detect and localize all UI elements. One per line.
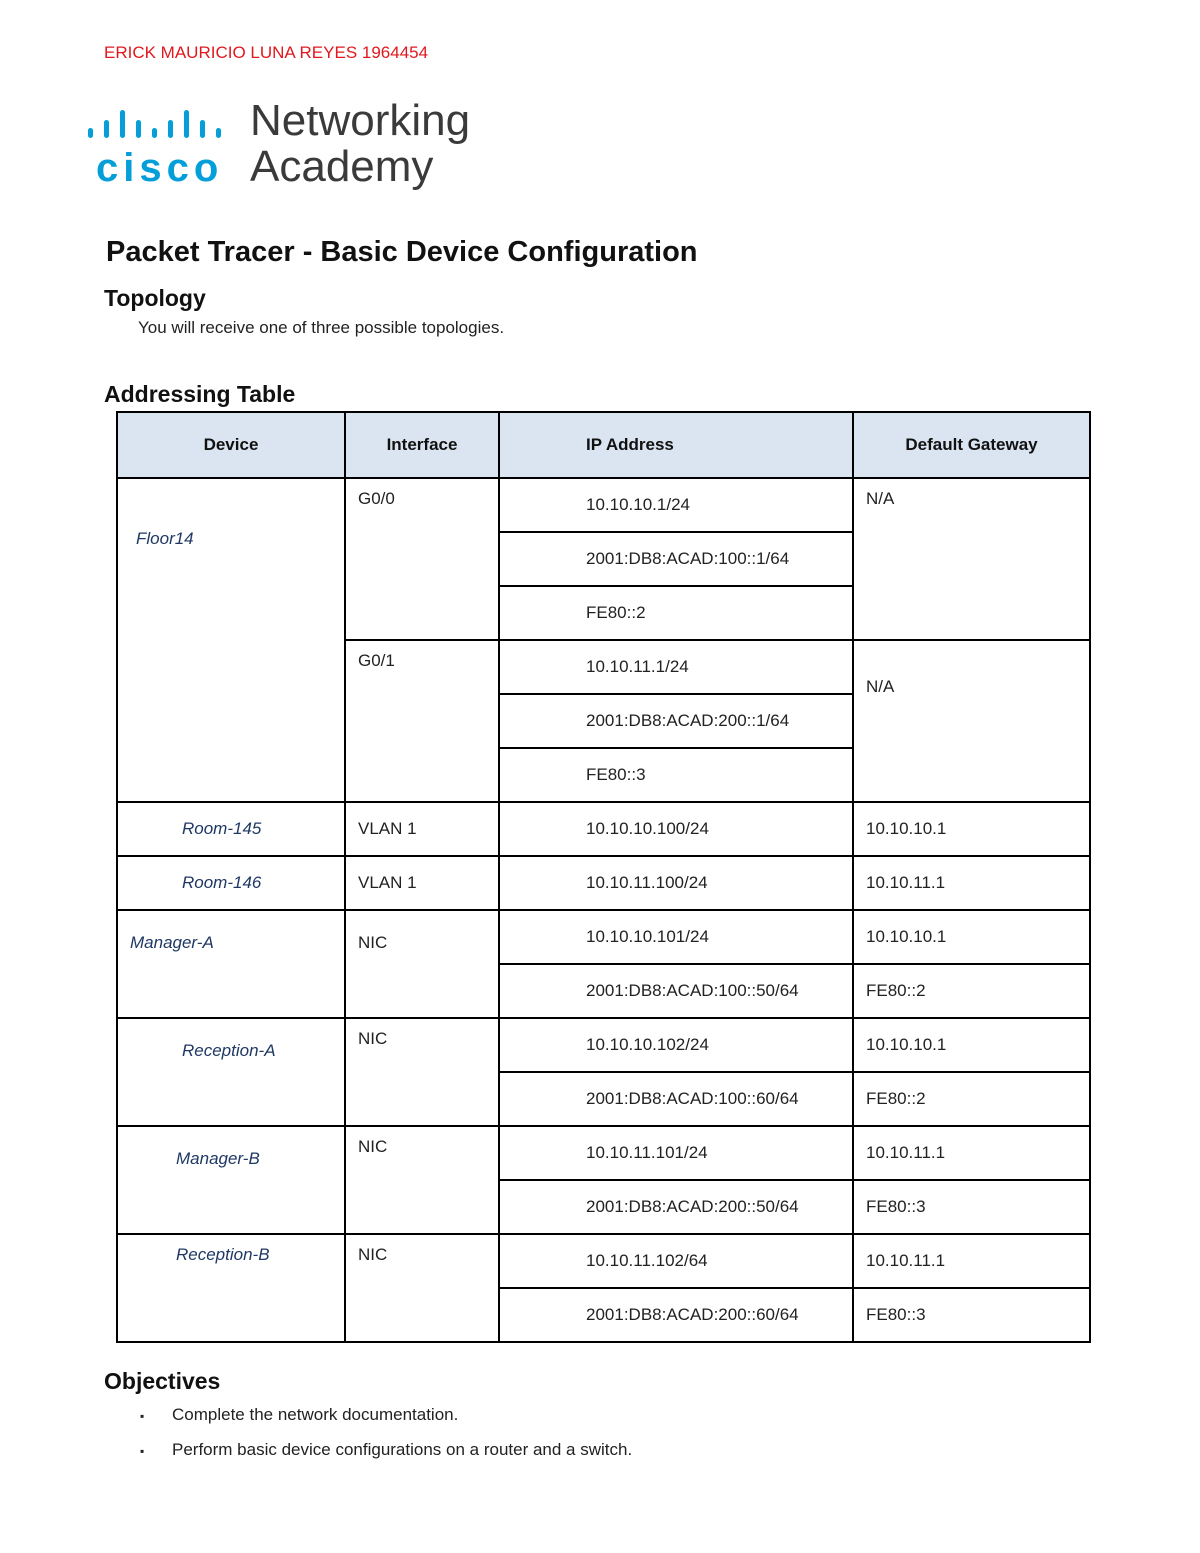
ip-cell: FE80::2 xyxy=(499,586,853,640)
cisco-networking-academy-logo xyxy=(86,96,486,192)
interface-cell: NIC xyxy=(345,910,499,1018)
gateway-cell: FE80::2 xyxy=(853,1072,1090,1126)
objective-text: Perform basic device configurations on a router and a switch. xyxy=(172,1440,633,1459)
gateway-cell: 10.10.10.1 xyxy=(853,910,1090,964)
ip-cell: 2001:DB8:ACAD:100::50/64 xyxy=(499,964,853,1018)
device-cell: Room-145 xyxy=(117,802,345,856)
topology-note: You will receive one of three possible topologies. xyxy=(138,318,505,337)
ip-cell: 10.10.10.102/24 xyxy=(499,1018,853,1072)
ip-cell: 2001:DB8:ACAD:100::1/64 xyxy=(499,532,853,586)
objectives-heading: Objectives xyxy=(104,1368,221,1394)
gateway-cell: FE80::2 xyxy=(853,964,1090,1018)
ip-cell: 10.10.11.101/24 xyxy=(499,1126,853,1180)
table-row xyxy=(117,1126,1090,1180)
ip-cell: 10.10.10.1/24 xyxy=(499,478,853,532)
gateway-cell: N/A xyxy=(853,640,1090,802)
ip-cell: FE80::3 xyxy=(499,748,853,802)
ip-cell: 2001:DB8:ACAD:200::60/64 xyxy=(499,1288,853,1342)
ip-cell: 2001:DB8:ACAD:200::50/64 xyxy=(499,1180,853,1234)
logo-line-academy: Academy xyxy=(250,142,434,191)
interface-cell: NIC xyxy=(345,1234,499,1342)
table-row xyxy=(117,910,1090,964)
gateway-cell: 10.10.10.1 xyxy=(853,802,1090,856)
bullet-icon: ▪ xyxy=(140,1409,145,1423)
device-cell: Reception-B xyxy=(117,1234,345,1342)
addressing-table-heading: Addressing Table xyxy=(104,381,296,407)
objective-text: Complete the network documentation. xyxy=(172,1405,459,1424)
interface-cell: NIC xyxy=(345,1018,499,1126)
topology-heading: Topology xyxy=(104,285,206,311)
device-cell: Reception-A xyxy=(117,1018,345,1126)
gateway-cell: 10.10.10.1 xyxy=(853,1018,1090,1072)
interface-cell: VLAN 1 xyxy=(345,802,499,856)
gateway-cell: FE80::3 xyxy=(853,1288,1090,1342)
list-item xyxy=(140,1437,632,1472)
header-default-gateway: Default Gateway xyxy=(853,412,1090,478)
ip-cell: 10.10.10.101/24 xyxy=(499,910,853,964)
device-cell: Manager-B xyxy=(117,1126,345,1234)
gateway-cell: 10.10.11.1 xyxy=(853,856,1090,910)
table-header-row xyxy=(117,412,1090,478)
gateway-cell: 10.10.11.1 xyxy=(853,1234,1090,1288)
ip-cell: 10.10.11.102/64 xyxy=(499,1234,853,1288)
table-row xyxy=(117,802,1090,856)
header-ip-address: IP Address xyxy=(499,412,853,478)
gateway-cell: N/A xyxy=(853,478,1090,640)
ip-cell: 2001:DB8:ACAD:200::1/64 xyxy=(499,694,853,748)
device-cell: Room-146 xyxy=(117,856,345,910)
list-item xyxy=(140,1402,632,1437)
ip-cell: 10.10.10.100/24 xyxy=(499,802,853,856)
objectives-list xyxy=(140,1402,632,1472)
interface-cell: VLAN 1 xyxy=(345,856,499,910)
gateway-cell: 10.10.11.1 xyxy=(853,1126,1090,1180)
cisco-bars-icon xyxy=(86,110,236,142)
table-row xyxy=(117,856,1090,910)
table-row xyxy=(117,1234,1090,1288)
cisco-wordmark: cisco xyxy=(96,146,224,190)
device-name: Floor14 xyxy=(136,529,194,548)
ip-cell: 10.10.11.100/24 xyxy=(499,856,853,910)
table-row xyxy=(117,478,1090,532)
addressing-table xyxy=(116,411,1091,1343)
header-device: Device xyxy=(117,412,345,478)
document-title: Packet Tracer - Basic Device Configuration xyxy=(106,236,698,268)
device-cell xyxy=(117,478,345,802)
ip-cell: 10.10.11.1/24 xyxy=(499,640,853,694)
gateway-cell: FE80::3 xyxy=(853,1180,1090,1234)
bullet-icon: ▪ xyxy=(140,1444,145,1458)
interface-cell: NIC xyxy=(345,1126,499,1234)
logo-line-networking: Networking xyxy=(250,96,471,145)
interface-cell: G0/0 xyxy=(345,478,499,640)
interface-cell: G0/1 xyxy=(345,640,499,802)
device-cell: Manager-A xyxy=(117,910,345,1018)
header-interface: Interface xyxy=(345,412,499,478)
table-row xyxy=(117,1018,1090,1072)
author-line: ERICK MAURICIO LUNA REYES 1964454 xyxy=(104,43,429,62)
ip-cell: 2001:DB8:ACAD:100::60/64 xyxy=(499,1072,853,1126)
